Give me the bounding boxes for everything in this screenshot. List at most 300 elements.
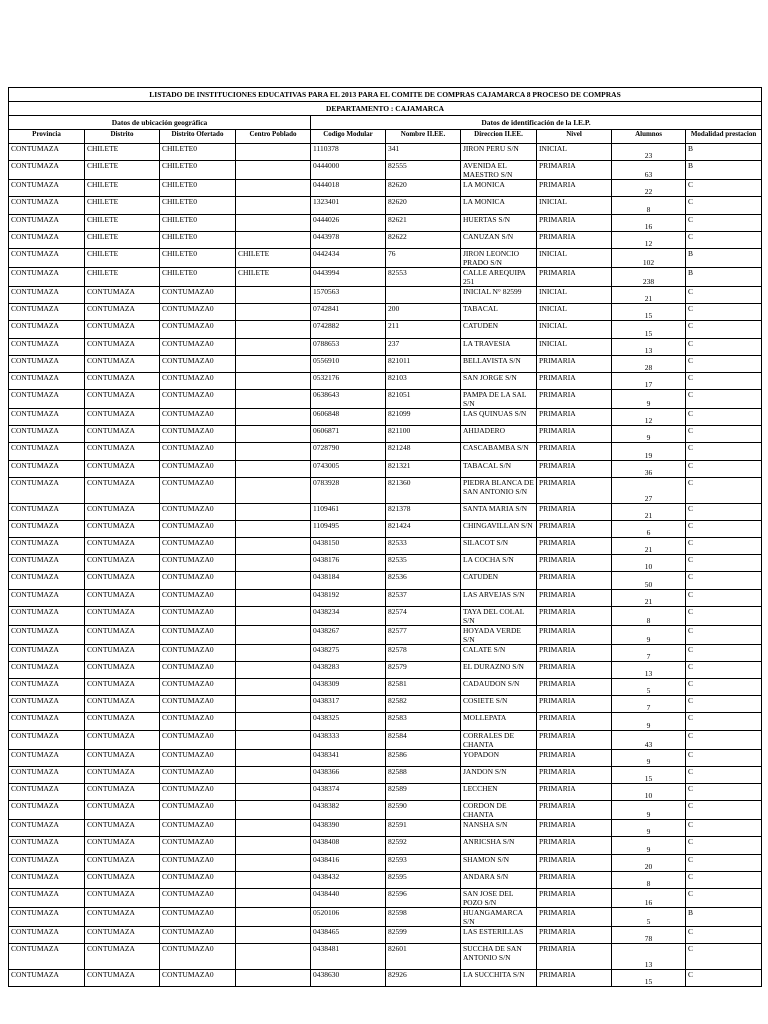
cell-alumnos: 6 [612, 520, 686, 537]
table-row [9, 144, 762, 161]
cell-codigo-modular: 0444018 [311, 180, 386, 197]
cell-centro-poblado [236, 713, 311, 730]
cell-codigo-modular: 0438234 [311, 606, 386, 625]
cell-centro-poblado [236, 180, 311, 197]
cell-nombre: 821099 [386, 409, 461, 426]
cell-centro-poblado [236, 537, 311, 554]
cell-nombre: 82577 [386, 625, 461, 644]
cell-nivel: PRIMARIA [537, 161, 612, 180]
cell-centro-poblado [236, 572, 311, 589]
cell-modalidad: C [686, 372, 762, 389]
cell-centro-poblado [236, 944, 311, 970]
cell-nivel: PRIMARIA [537, 749, 612, 766]
table-row [9, 696, 762, 713]
cell-nombre: 82926 [386, 969, 461, 986]
table-row [9, 907, 762, 926]
cell-direccion: COSIETE S/N [461, 696, 537, 713]
cell-modalidad: C [686, 443, 762, 460]
cell-distrito-ofertado: CONTUMAZA0 [160, 372, 236, 389]
cell-nombre: 821051 [386, 390, 461, 409]
cell-centro-poblado [236, 197, 311, 214]
cell-direccion: HUANGAMARCA S/N [461, 907, 537, 926]
cell-centro-poblado [236, 520, 311, 537]
cell-provincia: CONTUMAZA [9, 477, 85, 503]
cell-provincia: CONTUMAZA [9, 766, 85, 783]
cell-provincia: CONTUMAZA [9, 820, 85, 837]
cell-codigo-modular: 0442434 [311, 248, 386, 267]
cell-nivel: PRIMARIA [537, 625, 612, 644]
cell-centro-poblado [236, 231, 311, 248]
cell-alumnos: 36 [612, 460, 686, 477]
cell-modalidad: C [686, 679, 762, 696]
table-row [9, 572, 762, 589]
cell-provincia: CONTUMAZA [9, 888, 85, 907]
group-header-row [9, 116, 762, 130]
cell-distrito: CONTUMAZA [85, 426, 160, 443]
table-row [9, 321, 762, 338]
cell-nivel: PRIMARIA [537, 443, 612, 460]
cell-alumnos: 9 [612, 390, 686, 409]
cell-distrito: CONTUMAZA [85, 537, 160, 554]
cell-nivel: INICIAL [537, 286, 612, 303]
table-row [9, 555, 762, 572]
cell-modalidad: C [686, 520, 762, 537]
cell-distrito: CONTUMAZA [85, 679, 160, 696]
cell-alumnos: 21 [612, 537, 686, 554]
table-row [9, 443, 762, 460]
cell-codigo-modular: 0438283 [311, 661, 386, 678]
cell-modalidad: C [686, 304, 762, 321]
cell-distrito-ofertado: CONTUMAZA0 [160, 854, 236, 871]
cell-distrito-ofertado: CONTUMAZA0 [160, 589, 236, 606]
cell-distrito-ofertado: CONTUMAZA0 [160, 784, 236, 801]
col-header-provincia: Provincia [9, 130, 85, 144]
cell-modalidad: C [686, 286, 762, 303]
cell-nombre: 82584 [386, 730, 461, 749]
col-header-codigo-modular: Codigo Modular [311, 130, 386, 144]
cell-modalidad: C [686, 644, 762, 661]
cell-nivel: INICIAL [537, 144, 612, 161]
cell-codigo-modular: 0438275 [311, 644, 386, 661]
cell-distrito-ofertado: CONTUMAZA0 [160, 520, 236, 537]
cell-alumnos: 8 [612, 606, 686, 625]
cell-provincia: CONTUMAZA [9, 355, 85, 372]
cell-direccion: LA MONICA [461, 197, 537, 214]
cell-centro-poblado [236, 749, 311, 766]
cell-centro-poblado [236, 477, 311, 503]
cell-distrito: CONTUMAZA [85, 644, 160, 661]
cell-codigo-modular: 1109461 [311, 503, 386, 520]
cell-alumnos: 13 [612, 944, 686, 970]
cell-direccion: CALATE S/N [461, 644, 537, 661]
cell-provincia: CONTUMAZA [9, 248, 85, 267]
cell-direccion: BELLAVISTA S/N [461, 355, 537, 372]
cell-direccion: LA COCHA S/N [461, 555, 537, 572]
cell-modalidad: C [686, 231, 762, 248]
cell-codigo-modular: 0742841 [311, 304, 386, 321]
cell-nombre: 82533 [386, 537, 461, 554]
cell-modalidad: C [686, 426, 762, 443]
cell-nivel: PRIMARIA [537, 888, 612, 907]
cell-direccion: CADAUDON S/N [461, 679, 537, 696]
cell-distrito: CONTUMAZA [85, 555, 160, 572]
cell-provincia: CONTUMAZA [9, 679, 85, 696]
cell-distrito: CONTUMAZA [85, 372, 160, 389]
cell-distrito: CONTUMAZA [85, 304, 160, 321]
cell-provincia: CONTUMAZA [9, 321, 85, 338]
cell-alumnos: 9 [612, 749, 686, 766]
col-header-alumnos: Alumnos [612, 130, 686, 144]
cell-distrito-ofertado: CONTUMAZA0 [160, 696, 236, 713]
cell-modalidad: B [686, 907, 762, 926]
report-title: LISTADO DE INSTITUCIONES EDUCATIVAS PARA EL 2013 PARA EL COMITE DE COMPRAS CAJAMARCA 8 PROCESO DE COMPRAS [9, 88, 762, 102]
cell-codigo-modular: 0728790 [311, 443, 386, 460]
cell-provincia: CONTUMAZA [9, 338, 85, 355]
cell-centro-poblado [236, 161, 311, 180]
cell-alumnos: 20 [612, 854, 686, 871]
cell-distrito: CONTUMAZA [85, 837, 160, 854]
cell-centro-poblado [236, 304, 311, 321]
col-header-distrito-ofertado: Distrito Ofertado [160, 130, 236, 144]
cell-distrito-ofertado: CONTUMAZA0 [160, 321, 236, 338]
cell-nombre [386, 286, 461, 303]
cell-alumnos: 17 [612, 372, 686, 389]
cell-provincia: CONTUMAZA [9, 784, 85, 801]
cell-distrito-ofertado: CONTUMAZA0 [160, 749, 236, 766]
cell-provincia: CONTUMAZA [9, 696, 85, 713]
cell-distrito: CONTUMAZA [85, 907, 160, 926]
cell-nombre: 82620 [386, 197, 461, 214]
cell-centro-poblado [236, 730, 311, 749]
cell-codigo-modular: 0743005 [311, 460, 386, 477]
cell-centro-poblado [236, 696, 311, 713]
cell-nombre: 82601 [386, 944, 461, 970]
cell-distrito-ofertado: CONTUMAZA0 [160, 409, 236, 426]
cell-distrito: CONTUMAZA [85, 355, 160, 372]
cell-provincia: CONTUMAZA [9, 713, 85, 730]
cell-modalidad: C [686, 180, 762, 197]
cell-provincia: CONTUMAZA [9, 409, 85, 426]
cell-codigo-modular: 0438267 [311, 625, 386, 644]
cell-modalidad: C [686, 820, 762, 837]
column-header-row [9, 130, 762, 144]
cell-distrito: CONTUMAZA [85, 661, 160, 678]
cell-modalidad: B [686, 248, 762, 267]
cell-distrito: CONTUMAZA [85, 338, 160, 355]
cell-provincia: CONTUMAZA [9, 837, 85, 854]
cell-alumnos: 63 [612, 161, 686, 180]
cell-distrito-ofertado: CHILETE0 [160, 214, 236, 231]
cell-distrito-ofertado: CONTUMAZA0 [160, 730, 236, 749]
table-row [9, 477, 762, 503]
cell-alumnos: 5 [612, 907, 686, 926]
cell-modalidad: C [686, 888, 762, 907]
cell-nombre: 82622 [386, 231, 461, 248]
cell-nombre: 821378 [386, 503, 461, 520]
cell-nivel: PRIMARIA [537, 267, 612, 286]
cell-direccion: PAMPA DE LA SAL S/N [461, 390, 537, 409]
table-row [9, 304, 762, 321]
col-header-modalidad: Modalidad prestacion [686, 130, 762, 144]
cell-alumnos: 12 [612, 231, 686, 248]
cell-provincia: CONTUMAZA [9, 907, 85, 926]
cell-direccion: LECCHEN [461, 784, 537, 801]
department-row [9, 102, 762, 116]
cell-direccion: CATUDEN [461, 572, 537, 589]
cell-direccion: TABACAL [461, 304, 537, 321]
cell-distrito-ofertado: CONTUMAZA0 [160, 443, 236, 460]
cell-codigo-modular: 0783928 [311, 477, 386, 503]
table-row [9, 161, 762, 180]
cell-provincia: CONTUMAZA [9, 144, 85, 161]
cell-alumnos: 15 [612, 969, 686, 986]
table-row [9, 766, 762, 783]
cell-nivel: PRIMARIA [537, 520, 612, 537]
cell-distrito: CHILETE [85, 248, 160, 267]
cell-distrito-ofertado: CHILETE0 [160, 180, 236, 197]
cell-provincia: CONTUMAZA [9, 443, 85, 460]
cell-codigo-modular: 0788653 [311, 338, 386, 355]
cell-direccion: CHINGAVILLAN S/N [461, 520, 537, 537]
cell-nombre: 82555 [386, 161, 461, 180]
cell-nivel: INICIAL [537, 304, 612, 321]
cell-alumnos: 78 [612, 926, 686, 943]
cell-codigo-modular: 1109495 [311, 520, 386, 537]
cell-codigo-modular: 0438192 [311, 589, 386, 606]
cell-provincia: CONTUMAZA [9, 231, 85, 248]
col-header-nivel: Nivel [537, 130, 612, 144]
cell-alumnos: 9 [612, 426, 686, 443]
cell-distrito: CONTUMAZA [85, 409, 160, 426]
cell-nivel: INICIAL [537, 321, 612, 338]
cell-centro-poblado [236, 460, 311, 477]
cell-provincia: CONTUMAZA [9, 606, 85, 625]
cell-nivel: PRIMARIA [537, 537, 612, 554]
cell-nombre: 82598 [386, 907, 461, 926]
cell-modalidad: C [686, 854, 762, 871]
cell-modalidad: C [686, 321, 762, 338]
cell-direccion: TAYA DEL COLAL S/N [461, 606, 537, 625]
cell-nombre: 341 [386, 144, 461, 161]
schools-table [8, 87, 762, 987]
table-row [9, 926, 762, 943]
cell-centro-poblado: CHILETE [236, 248, 311, 267]
cell-codigo-modular: 0438481 [311, 944, 386, 970]
table-row [9, 338, 762, 355]
cell-nombre: 82553 [386, 267, 461, 286]
cell-distrito-ofertado: CHILETE0 [160, 197, 236, 214]
cell-provincia: CONTUMAZA [9, 926, 85, 943]
cell-distrito-ofertado: CONTUMAZA0 [160, 766, 236, 783]
table-row [9, 944, 762, 970]
cell-distrito: CONTUMAZA [85, 766, 160, 783]
cell-distrito: CHILETE [85, 180, 160, 197]
cell-nivel: PRIMARIA [537, 555, 612, 572]
table-row [9, 713, 762, 730]
cell-nombre: 82593 [386, 854, 461, 871]
cell-nombre: 82537 [386, 589, 461, 606]
cell-provincia: CONTUMAZA [9, 944, 85, 970]
cell-distrito-ofertado: CONTUMAZA0 [160, 888, 236, 907]
col-header-nombre: Nombre II.EE. [386, 130, 461, 144]
cell-centro-poblado [236, 969, 311, 986]
cell-distrito: CONTUMAZA [85, 871, 160, 888]
cell-alumnos: 43 [612, 730, 686, 749]
cell-nombre: 82586 [386, 749, 461, 766]
cell-direccion: INICIAL N° 82599 [461, 286, 537, 303]
cell-alumnos: 10 [612, 784, 686, 801]
cell-alumnos: 21 [612, 589, 686, 606]
cell-distrito: CONTUMAZA [85, 589, 160, 606]
cell-codigo-modular: 0438341 [311, 749, 386, 766]
cell-provincia: CONTUMAZA [9, 197, 85, 214]
cell-distrito-ofertado: CONTUMAZA0 [160, 801, 236, 820]
cell-alumnos: 5 [612, 679, 686, 696]
cell-codigo-modular: 0438374 [311, 784, 386, 801]
cell-direccion: CALLE AREQUIPA 251 [461, 267, 537, 286]
table-row [9, 820, 762, 837]
cell-direccion: SUCCHA DE SAN ANTONIO S/N [461, 944, 537, 970]
cell-nivel: PRIMARIA [537, 766, 612, 783]
cell-nombre: 821248 [386, 443, 461, 460]
cell-nivel: PRIMARIA [537, 730, 612, 749]
table-row [9, 355, 762, 372]
cell-codigo-modular: 0444000 [311, 161, 386, 180]
cell-distrito-ofertado: CONTUMAZA0 [160, 820, 236, 837]
cell-distrito: CONTUMAZA [85, 390, 160, 409]
table-row [9, 784, 762, 801]
cell-centro-poblado [236, 766, 311, 783]
cell-provincia: CONTUMAZA [9, 969, 85, 986]
cell-nivel: PRIMARIA [537, 801, 612, 820]
cell-provincia: CONTUMAZA [9, 214, 85, 231]
cell-modalidad: B [686, 267, 762, 286]
cell-codigo-modular: 0520106 [311, 907, 386, 926]
cell-nivel: PRIMARIA [537, 854, 612, 871]
cell-provincia: CONTUMAZA [9, 801, 85, 820]
cell-modalidad: C [686, 944, 762, 970]
cell-provincia: CONTUMAZA [9, 426, 85, 443]
cell-nombre: 82536 [386, 572, 461, 589]
cell-modalidad: C [686, 572, 762, 589]
cell-distrito-ofertado: CONTUMAZA0 [160, 661, 236, 678]
cell-alumnos: 50 [612, 572, 686, 589]
cell-alumnos: 8 [612, 871, 686, 888]
group-geo-header: Datos de ubicación geográfica [9, 116, 311, 130]
table-row [9, 749, 762, 766]
cell-distrito-ofertado: CHILETE0 [160, 144, 236, 161]
cell-direccion: AVENIDA EL MAESTRO S/N [461, 161, 537, 180]
cell-modalidad: C [686, 801, 762, 820]
cell-alumnos: 15 [612, 304, 686, 321]
cell-distrito: CHILETE [85, 231, 160, 248]
cell-codigo-modular: 0438408 [311, 837, 386, 854]
cell-nombre: 82574 [386, 606, 461, 625]
cell-distrito-ofertado: CHILETE0 [160, 161, 236, 180]
cell-distrito-ofertado: CONTUMAZA0 [160, 907, 236, 926]
cell-modalidad: C [686, 338, 762, 355]
cell-distrito-ofertado: CONTUMAZA0 [160, 871, 236, 888]
cell-nivel: PRIMARIA [537, 372, 612, 389]
cell-alumnos: 9 [612, 837, 686, 854]
cell-direccion: SHAMON S/N [461, 854, 537, 871]
cell-nombre: 821100 [386, 426, 461, 443]
cell-alumnos: 23 [612, 144, 686, 161]
cell-nivel: PRIMARIA [537, 355, 612, 372]
cell-nombre: 821360 [386, 477, 461, 503]
cell-codigo-modular: 1323401 [311, 197, 386, 214]
cell-nivel: PRIMARIA [537, 871, 612, 888]
table-row [9, 537, 762, 554]
cell-alumnos: 21 [612, 286, 686, 303]
table-row [9, 606, 762, 625]
table-row [9, 679, 762, 696]
cell-distrito: CHILETE [85, 144, 160, 161]
cell-distrito: CONTUMAZA [85, 696, 160, 713]
cell-alumnos: 102 [612, 248, 686, 267]
cell-nombre: 82582 [386, 696, 461, 713]
cell-centro-poblado [236, 426, 311, 443]
cell-distrito: CONTUMAZA [85, 625, 160, 644]
cell-modalidad: C [686, 214, 762, 231]
cell-provincia: CONTUMAZA [9, 520, 85, 537]
cell-provincia: CONTUMAZA [9, 537, 85, 554]
table-row [9, 503, 762, 520]
cell-codigo-modular: 0443978 [311, 231, 386, 248]
cell-distrito: CONTUMAZA [85, 520, 160, 537]
cell-distrito-ofertado: CONTUMAZA0 [160, 713, 236, 730]
cell-nivel: INICIAL [537, 248, 612, 267]
cell-codigo-modular: 0438325 [311, 713, 386, 730]
cell-direccion: LA SUCCHITA S/N [461, 969, 537, 986]
cell-alumnos: 9 [612, 625, 686, 644]
cell-centro-poblado [236, 820, 311, 837]
cell-alumnos: 15 [612, 766, 686, 783]
cell-centro-poblado [236, 854, 311, 871]
cell-alumnos: 8 [612, 197, 686, 214]
cell-centro-poblado [236, 555, 311, 572]
cell-alumnos: 13 [612, 661, 686, 678]
cell-nivel: PRIMARIA [537, 231, 612, 248]
cell-codigo-modular: 0438184 [311, 572, 386, 589]
cell-nombre: 200 [386, 304, 461, 321]
cell-codigo-modular: 0606848 [311, 409, 386, 426]
cell-centro-poblado [236, 661, 311, 678]
cell-direccion: JIRON PERU S/N [461, 144, 537, 161]
cell-modalidad: B [686, 161, 762, 180]
cell-nombre: 821011 [386, 355, 461, 372]
cell-nivel: INICIAL [537, 338, 612, 355]
cell-direccion: NANSHA S/N [461, 820, 537, 837]
cell-centro-poblado [236, 390, 311, 409]
cell-distrito: CHILETE [85, 267, 160, 286]
table-row [9, 180, 762, 197]
cell-nombre: 82592 [386, 837, 461, 854]
cell-nombre: 82588 [386, 766, 461, 783]
cell-alumnos: 13 [612, 338, 686, 355]
cell-distrito: CONTUMAZA [85, 784, 160, 801]
cell-nombre: 82581 [386, 679, 461, 696]
cell-provincia: CONTUMAZA [9, 661, 85, 678]
cell-provincia: CONTUMAZA [9, 854, 85, 871]
cell-alumnos: 7 [612, 644, 686, 661]
cell-codigo-modular: 0438176 [311, 555, 386, 572]
table-row [9, 409, 762, 426]
cell-codigo-modular: 1570563 [311, 286, 386, 303]
cell-codigo-modular: 0438630 [311, 969, 386, 986]
cell-provincia: CONTUMAZA [9, 555, 85, 572]
cell-direccion: SAN JOSE DEL POZO S/N [461, 888, 537, 907]
